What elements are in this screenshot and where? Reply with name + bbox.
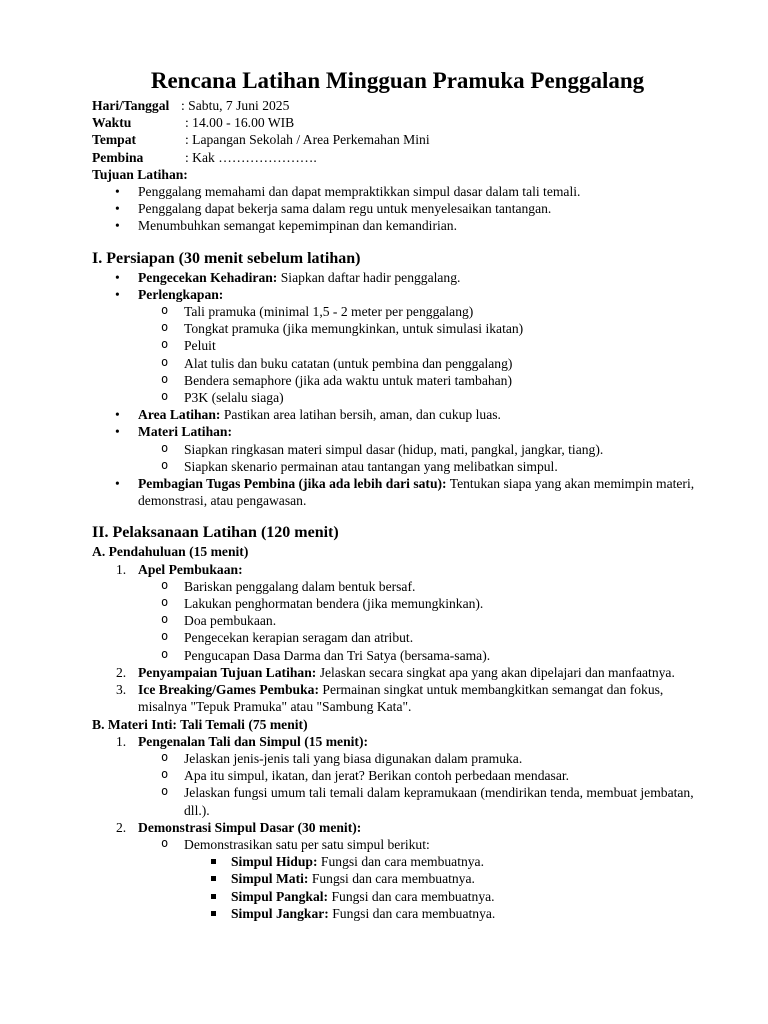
list-item bbox=[92, 819, 708, 922]
core-list bbox=[92, 733, 708, 922]
list-item bbox=[92, 423, 708, 475]
list-item: o Alat tulis dan buku catatan (untuk pembina dan penggalang) bbox=[138, 355, 708, 372]
objectives-heading: Tujuan Latihan: bbox=[92, 166, 188, 182]
document-title: Rencana Latihan Mingguan Pramuka Penggalang bbox=[150, 68, 645, 93]
knot-item bbox=[184, 888, 708, 905]
list-item bbox=[138, 836, 708, 922]
item-label: Materi Latihan: bbox=[138, 424, 233, 440]
meta-value: : 14.00 - 16.00 WIB bbox=[185, 115, 295, 131]
knot-text: Fungsi dan cara membuatnya. bbox=[308, 871, 475, 887]
item-label: Penyampaian Tujuan Latihan: bbox=[138, 664, 317, 680]
item-text: Permainan singkat untuk membangkitkan semangat dan fokus, misalnya "Tepuk Pramuka" atau "Sambung Kata". bbox=[138, 682, 664, 715]
list-item: o Peluit bbox=[138, 337, 708, 354]
meta-label: Hari/Tanggal bbox=[92, 98, 170, 113]
objectives-list bbox=[92, 183, 708, 235]
item-label: Area Latihan: bbox=[138, 407, 221, 423]
item-number: 1. bbox=[116, 561, 127, 577]
meta-value: : Kak …………………. bbox=[185, 149, 317, 165]
item-number: 2. bbox=[116, 819, 127, 835]
preparation-list bbox=[92, 269, 708, 510]
list-item: • Penggalang memahami dan dapat mempraktikkan simpul dasar dalam tali temali. bbox=[92, 183, 708, 200]
list-item: o Pengecekan kerapian seragam dan atribut. bbox=[138, 629, 708, 646]
item-label: Pembagian Tugas Pembina (jika ada lebih dari satu): bbox=[138, 476, 447, 492]
knot-text: Fungsi dan cara membuatnya. bbox=[317, 854, 484, 870]
list-item bbox=[92, 406, 708, 423]
list-item: o Bendera semaphore (jika ada waktu untuk materi tambahan) bbox=[138, 372, 708, 389]
equipment-list bbox=[138, 303, 708, 406]
demonstration-list bbox=[138, 836, 708, 922]
knot-text: Fungsi dan cara membuatnya. bbox=[328, 888, 495, 904]
meta-row-date bbox=[92, 97, 708, 114]
meta-value: : Sabtu, 7 Juni 2025 bbox=[181, 98, 290, 113]
meta-row-time bbox=[92, 114, 708, 131]
knot-name: Simpul Jangkar: bbox=[231, 905, 329, 921]
introduction-list bbox=[138, 750, 708, 819]
knot-name: Simpul Pangkal: bbox=[231, 888, 329, 904]
material-list bbox=[138, 441, 708, 475]
intro-list bbox=[92, 561, 708, 716]
item-label: Pengenalan Tali dan Simpul (15 menit): bbox=[138, 733, 369, 749]
item-text: Pastikan area latihan bersih, aman, dan cukup luas. bbox=[220, 407, 501, 423]
section-heading-preparation: I. Persiapan (30 menit sebelum latihan) bbox=[92, 249, 361, 267]
item-label: Apel Pembukaan: bbox=[138, 561, 243, 577]
opening-list bbox=[138, 578, 708, 664]
meta-value: : Lapangan Sekolah / Area Perkemahan Mini bbox=[185, 132, 430, 148]
list-item: o Apa itu simpul, ikatan, dan jerat? Berikan contoh perbedaan mendasar. bbox=[138, 767, 708, 784]
subsection-heading-core: B. Materi Inti: Tali Temali (75 menit) bbox=[92, 716, 308, 732]
knot-item bbox=[184, 905, 708, 922]
knot-item bbox=[184, 853, 708, 870]
list-item bbox=[92, 561, 708, 664]
meta-label: Tempat bbox=[92, 132, 137, 148]
list-item: o Jelaskan fungsi umum tali temali dalam kepramukaan (mendirikan tenda, membuat jembatan, dll.). bbox=[138, 784, 708, 818]
item-number: 3. bbox=[116, 682, 127, 698]
list-item: o P3K (selalu siaga) bbox=[138, 389, 708, 406]
item-text: Tentukan siapa yang akan memimpin materi, demonstrasi, atau pengawasan. bbox=[138, 476, 695, 509]
item-label: Ice Breaking/Games Pembuka: bbox=[138, 682, 319, 698]
item-label: Perlengkapan: bbox=[138, 286, 224, 302]
item-text: Siapkan daftar hadir penggalang. bbox=[277, 269, 461, 285]
item-number: 2. bbox=[116, 664, 127, 680]
knot-list bbox=[184, 853, 708, 922]
section-heading-execution: II. Pelaksanaan Latihan (120 menit) bbox=[92, 524, 339, 542]
list-item: o Jelaskan jenis-jenis tali yang biasa digunakan dalam pramuka. bbox=[138, 750, 708, 767]
list-item: • Menumbuhkan semangat kepemimpinan dan kemandirian. bbox=[92, 217, 708, 234]
list-item: o Pengucapan Dasa Darma dan Tri Satya (bersama-sama). bbox=[138, 647, 708, 664]
knot-text: Fungsi dan cara membuatnya. bbox=[328, 905, 496, 921]
list-item bbox=[92, 681, 708, 715]
list-item bbox=[92, 286, 708, 406]
knot-name: Simpul Mati: bbox=[231, 871, 309, 887]
list-item: o Lakukan penghormatan bendera (jika memungkinkan). bbox=[138, 595, 708, 612]
meta-label: Pembina bbox=[92, 149, 144, 165]
knot-name: Simpul Hidup: bbox=[231, 854, 318, 870]
subsection-heading-intro: A. Pendahuluan (15 menit) bbox=[92, 544, 249, 560]
list-item bbox=[92, 269, 708, 286]
meta-label: Waktu bbox=[92, 115, 132, 131]
list-item: o Tali pramuka (minimal 1,5 - 2 meter per penggalang) bbox=[138, 303, 708, 320]
list-item: • Penggalang dapat bekerja sama dalam regu untuk menyelesaikan tantangan. bbox=[92, 200, 708, 217]
item-label: Pengecekan Kehadiran: bbox=[138, 269, 278, 285]
meta-row-coach bbox=[92, 149, 708, 166]
item-number: 1. bbox=[116, 733, 127, 749]
meta-row-place bbox=[92, 131, 708, 148]
item-text: Demonstrasikan satu per satu simpul berikut: bbox=[184, 836, 430, 852]
list-item bbox=[92, 475, 708, 509]
list-item bbox=[92, 733, 708, 819]
list-item: o Bariskan penggalang dalam bentuk bersaf. bbox=[138, 578, 708, 595]
list-item bbox=[92, 664, 708, 681]
knot-item bbox=[184, 870, 708, 887]
list-item: o Siapkan skenario permainan atau tantangan yang melibatkan simpul. bbox=[138, 458, 708, 475]
list-item: o Siapkan ringkasan materi simpul dasar (hidup, mati, pangkal, jangkar, tiang). bbox=[138, 441, 708, 458]
meta-block bbox=[92, 97, 708, 166]
item-label: Demonstrasi Simpul Dasar (30 menit): bbox=[138, 819, 362, 835]
list-item: o Doa pembukaan. bbox=[138, 612, 708, 629]
item-text: Jelaskan secara singkat apa yang akan dipelajari dan manfaatnya. bbox=[316, 664, 675, 680]
list-item: o Tongkat pramuka (jika memungkinkan, untuk simulasi ikatan) bbox=[138, 320, 708, 337]
